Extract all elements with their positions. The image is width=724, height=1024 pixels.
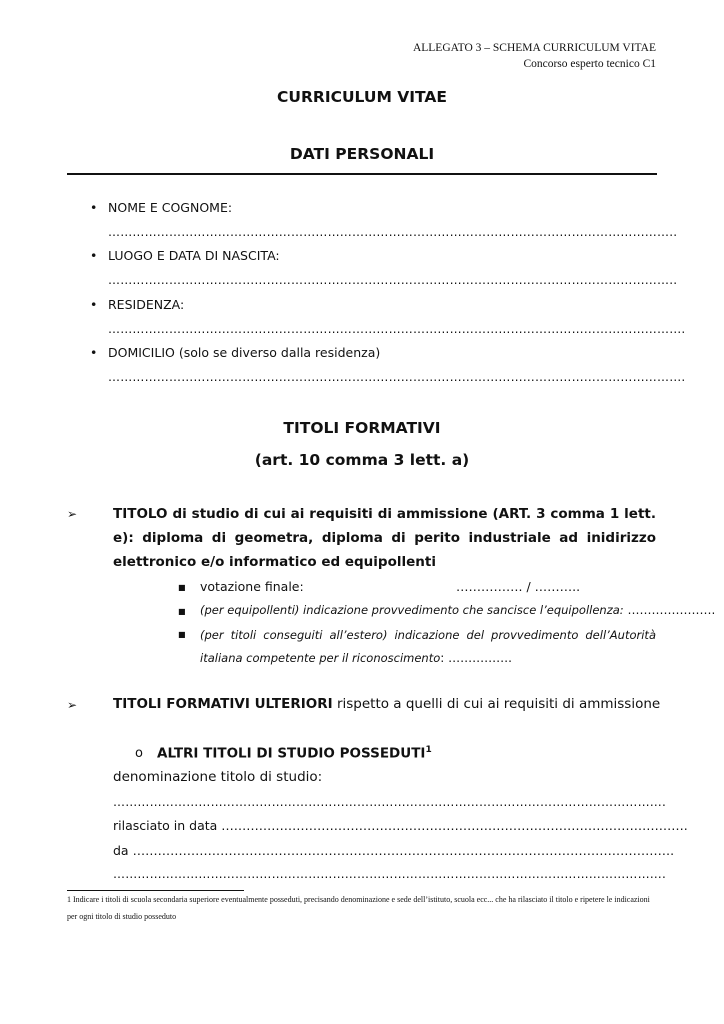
bullet-icon: • — [90, 200, 98, 215]
residenza-field[interactable]: ……………………………………………………………………………………………………………………………. — [108, 322, 686, 336]
equipollenza-row — [200, 603, 715, 617]
denominazione-field[interactable]: ………………………………………………………………………………………………………………………. — [113, 795, 667, 809]
titoli-ulteriori-label: TITOLI FORMATIVI ULTERIORI — [113, 696, 333, 712]
nome-field[interactable]: ………………………………………………………………………………………………………………………….. — [108, 225, 678, 239]
titolo-studio-text: TITOLO di studio di cui ai requisiti di ammissione (ART. 3 comma 1 lett. e): diploma di geometra, diploma di perito industriale ad inidirizzo elettronico e/o informatico ed equipollenti — [113, 506, 656, 570]
nascita-field[interactable]: ………………………………………………………………………………………………………………………….. — [108, 273, 678, 287]
domicilio-field[interactable]: ……………………………………………………………………………………………………………………………. — [108, 370, 686, 384]
square-bullet-icon: ■ — [178, 630, 186, 639]
square-bullet-icon: ■ — [178, 607, 186, 616]
denominazione-label: denominazione titolo di studio: — [113, 769, 323, 785]
square-bullet-icon: ■ — [178, 583, 186, 592]
footnote-line-2: per ogni titolo di studio posseduto — [67, 912, 177, 921]
estero-row — [200, 624, 656, 670]
nome-label: NOME E COGNOME: — [108, 200, 233, 215]
residenza-label: RESIDENZA: — [108, 297, 185, 312]
arrow-bullet-icon: ➢ — [67, 698, 78, 712]
extra-field[interactable]: ………………………………………………………………………………………………………………………. — [113, 867, 667, 881]
altri-titoli-label: ALTRI TITOLI DI STUDIO POSSEDUTI — [157, 745, 426, 762]
bullet-icon: • — [90, 297, 98, 312]
arrow-bullet-icon: ➢ — [67, 507, 78, 521]
header-line-1: ALLEGATO 3 – SCHEMA CURRICULUM VITAE — [412, 42, 656, 54]
estero-text: (per titoli conseguiti all’estero) indicazione del provvedimento dell’Autorità italiana competente per il riconoscimento — [200, 628, 656, 665]
nascita-label: LUOGO E DATA DI NASCITA: — [108, 248, 280, 263]
equipollenza-text: (per equipollenti) indicazione provvedimento che sancisce l’equipollenza: — [200, 603, 624, 617]
votazione-label: votazione finale: — [200, 579, 304, 594]
votazione-field[interactable]: ……………. / ……….. — [456, 579, 581, 594]
altri-titoli-heading — [157, 745, 432, 762]
bullet-icon: • — [90, 248, 98, 263]
domicilio-label: DOMICILIO (solo se diverso dalla residenza) — [108, 345, 381, 360]
section-heading-personal: DATI PERSONALI — [289, 145, 435, 163]
header-line-2: Concorso esperto tecnico C1 — [523, 58, 656, 70]
bullet-icon: • — [90, 345, 98, 360]
section-divider — [67, 173, 657, 175]
section-subheading-art: (art. 10 comma 3 lett. a) — [254, 451, 470, 469]
footnote — [67, 891, 657, 925]
estero-field[interactable]: : ……………. — [440, 651, 512, 665]
equipollenza-field[interactable]: …………………. — [623, 603, 716, 617]
footnote-line-1: 1 Indicare i titoli di scuola secondaria superiore eventualmente posseduti, precisando denominazione e sede dell’istituto, scuola ecc... che ha rilasciato il titolo e ripetere le indicazioni — [67, 895, 650, 904]
rilasciato-field[interactable]: rilasciato in data …………………………………………………………………………………………………. — [113, 818, 688, 833]
titoli-ulteriori-text: rispetto a quelli di cui ai requisiti di ammissione — [332, 696, 661, 712]
da-field[interactable]: da …………………………………………………………………………………………………………………. — [113, 843, 675, 858]
page-title: CURRICULUM VITAE — [276, 88, 447, 106]
circle-bullet-icon: o — [135, 746, 143, 761]
titoli-ulteriori-row — [113, 696, 660, 712]
footnote-ref[interactable]: 1 — [425, 745, 432, 755]
section-heading-titoli: TITOLI FORMATIVI — [283, 419, 441, 437]
